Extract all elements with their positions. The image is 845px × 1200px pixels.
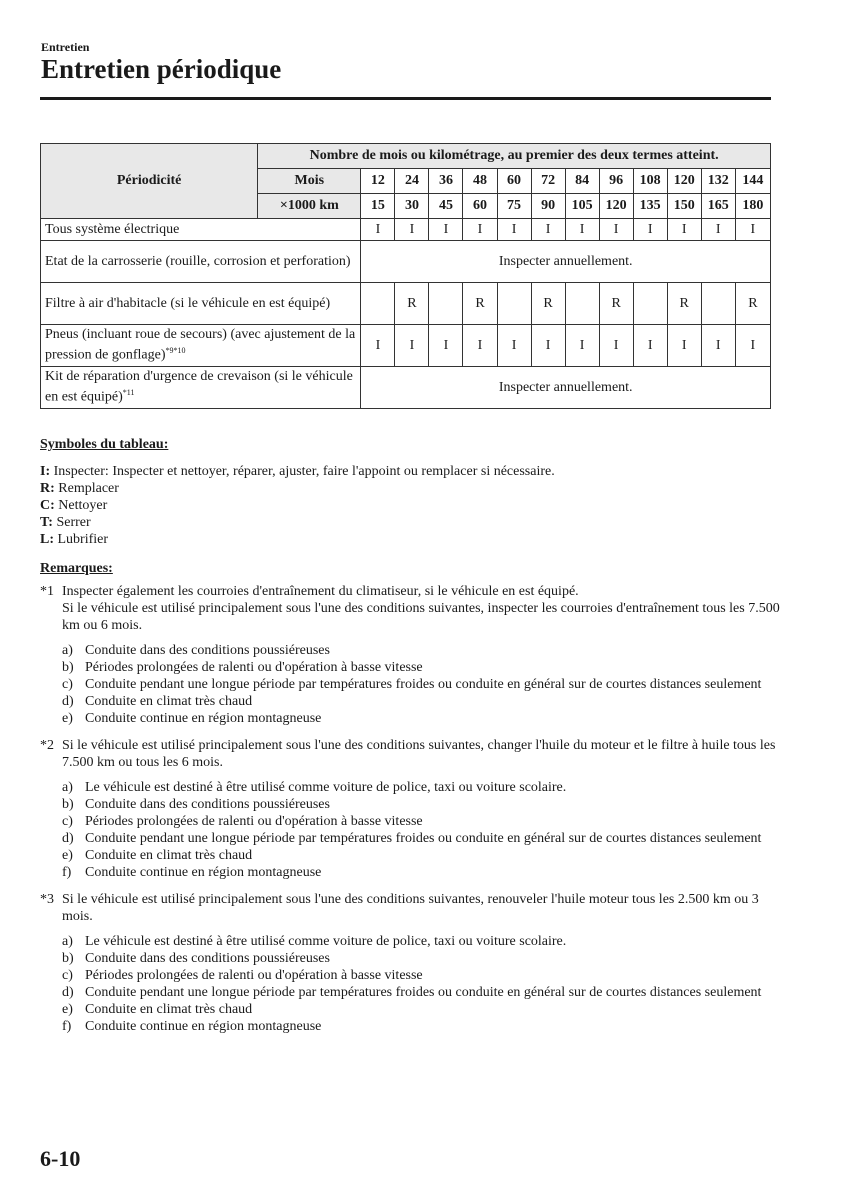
remark-subitem (62, 676, 780, 693)
remark-text: Inspecter également les courroies d'entraînement du climatiseur, si le véhicule en est équipé. (62, 584, 579, 599)
remark-subitem (62, 1001, 780, 1018)
item-footnote: *11 (122, 388, 135, 398)
value-cell: I (599, 219, 633, 241)
remark-line (40, 583, 780, 634)
mois-cell: 108 (633, 169, 667, 194)
remark-mark: *1 (40, 584, 54, 599)
subitem-text: Conduite pendant une longue période par températures froides ou conduite en général sur de courtes distances seulement (85, 831, 762, 846)
subitem-letter: a) (62, 643, 73, 658)
value-cell: I (633, 219, 667, 241)
remark-mark: *3 (40, 892, 54, 907)
symbol-key: R: (40, 481, 55, 496)
subitem-letter: d) (62, 985, 74, 1000)
value-cell: I (361, 219, 395, 241)
value-cell: I (633, 325, 667, 367)
value-cell: I (429, 219, 463, 241)
value-cell (361, 283, 395, 325)
subitem-text: Conduite pendant une longue période par températures froides ou conduite en général sur de courtes distances seulement (85, 677, 762, 692)
km-cell: 15 (361, 194, 395, 219)
value-cell: I (463, 219, 497, 241)
value-cell: I (701, 325, 735, 367)
item-cell (41, 241, 361, 283)
item-cell (41, 325, 361, 367)
remark-subitem (62, 967, 780, 984)
remark-subitem (62, 796, 780, 813)
remark-subitem (62, 1018, 780, 1035)
value-cell: I (395, 219, 429, 241)
value-cell: I (497, 325, 531, 367)
item-cell (41, 219, 361, 241)
value-cell: I (599, 325, 633, 367)
km-cell: 45 (429, 194, 463, 219)
remark-subitem (62, 642, 780, 659)
title-rule (40, 97, 771, 100)
subitem-letter: c) (62, 968, 73, 983)
item-label: Pneus (incluant roue de secours) (avec ajustement de la pression de gonflage) (45, 327, 356, 363)
mois-cell: 132 (701, 169, 735, 194)
subitem-letter: a) (62, 780, 73, 795)
value-cell: R (395, 283, 429, 325)
value-cell: I (531, 325, 565, 367)
km-cell: 165 (701, 194, 735, 219)
subitem-text: Conduite pendant une longue période par températures froides ou conduite en général sur de courtes distances seulement (85, 985, 762, 1000)
value-cell: I (565, 325, 599, 367)
mois-cell: 24 (395, 169, 429, 194)
value-cell: I (667, 325, 701, 367)
value-cell: I (565, 219, 599, 241)
subitem-text: Conduite en climat très chaud (85, 694, 253, 709)
subitem-text: Le véhicule est destiné à être utilisé comme voiture de police, taxi ou voiture scolaire. (85, 934, 567, 949)
km-cell: 90 (531, 194, 565, 219)
symbol-item (40, 531, 780, 548)
subitem-text: Conduite en climat très chaud (85, 848, 253, 863)
remark-subitem (62, 933, 780, 950)
item-label: Etat de la carrosserie (rouille, corrosion et perforation) (45, 253, 351, 269)
subitem-text: Conduite dans des conditions poussiéreuses (85, 797, 330, 812)
item-label: Tous système électrique (45, 221, 180, 237)
subitem-letter: f) (62, 865, 72, 880)
remarks-heading: Remarques: (40, 561, 113, 576)
table-row (41, 283, 771, 325)
item-footnote: *9*10 (165, 346, 186, 356)
table-row (41, 241, 771, 283)
remark-line (40, 737, 780, 771)
subitem-text: Conduite dans des conditions poussiéreuses (85, 643, 330, 658)
symbol-item (40, 514, 780, 531)
subitem-text: Conduite continue en région montagneuse (85, 1019, 322, 1034)
subitem-text: Périodes prolongées de ralenti ou d'opération à basse vitesse (85, 660, 423, 675)
symbol-key: L: (40, 532, 54, 547)
subitem-letter: e) (62, 711, 73, 726)
subitem-letter: b) (62, 660, 74, 675)
remarks-list (40, 583, 780, 1045)
subitem-text: Périodes prolongées de ralenti ou d'opération à basse vitesse (85, 968, 423, 983)
value-cell (565, 283, 599, 325)
remark-text-extra: Si le véhicule est utilisé principalement sous l'une des conditions suivantes, inspecter les courroies d'entraînement tous les 7.500 km ou 6 mois. (62, 601, 780, 633)
value-cell: I (429, 325, 463, 367)
remark-mark: *2 (40, 738, 54, 753)
item-label: Kit de réparation d'urgence de crevaison (si le véhicule en est équipé) (45, 369, 353, 405)
maintenance-table (40, 143, 771, 409)
table-row (41, 219, 771, 241)
remark-subitem (62, 984, 780, 1001)
symbol-text: Remplacer (54, 481, 119, 496)
value-cell: I (701, 219, 735, 241)
mois-cell: 144 (735, 169, 770, 194)
subitem-text: Conduite dans des conditions poussiéreuses (85, 951, 330, 966)
km-cell: 180 (735, 194, 770, 219)
subitem-letter: c) (62, 814, 73, 829)
mois-cell: 120 (667, 169, 701, 194)
subitem-text: Périodes prolongées de ralenti ou d'opération à basse vitesse (85, 814, 423, 829)
remarks-section (40, 560, 780, 1045)
remark-text: Si le véhicule est utilisé principalement sous l'une des conditions suivantes, renouveler l'huile moteur tous les 2.500 km ou 3 mois. (62, 892, 759, 924)
value-cell: R (667, 283, 701, 325)
table-row (41, 325, 771, 367)
remark-subitem (62, 710, 780, 727)
value-cell: I (463, 325, 497, 367)
remark-subitem (62, 693, 780, 710)
symbol-item (40, 480, 780, 497)
km-cell: 60 (463, 194, 497, 219)
page-title: Entretien périodique (41, 54, 282, 84)
remark-note (40, 583, 780, 737)
remark-subitem (62, 659, 780, 676)
km-label: ×1000 km (258, 194, 361, 219)
value-cell (701, 283, 735, 325)
mois-cell: 72 (531, 169, 565, 194)
item-cell (41, 367, 361, 409)
value-cell: I (667, 219, 701, 241)
subitem-letter: c) (62, 677, 73, 692)
km-cell: 135 (633, 194, 667, 219)
km-cell: 105 (565, 194, 599, 219)
symbol-key: C: (40, 498, 55, 513)
value-cell: I (361, 325, 395, 367)
mois-cell: 12 (361, 169, 395, 194)
symbol-item (40, 497, 780, 514)
subitem-letter: b) (62, 797, 74, 812)
mois-cell: 36 (429, 169, 463, 194)
symbols-heading: Symboles du tableau: (40, 437, 169, 452)
mois-label: Mois (258, 169, 361, 194)
subitem-letter: f) (62, 1019, 72, 1034)
symbols-section (40, 436, 780, 548)
symbol-text: Nettoyer (54, 498, 108, 513)
span-cell: Inspecter annuellement. (361, 241, 771, 283)
subitem-text: Le véhicule est destiné à être utilisé comme voiture de police, taxi ou voiture scolaire. (85, 780, 567, 795)
subitem-letter: e) (62, 1002, 73, 1017)
symbol-text: Serrer (52, 515, 91, 530)
value-cell: R (599, 283, 633, 325)
km-cell: 30 (395, 194, 429, 219)
value-cell: R (735, 283, 770, 325)
value-cell: I (735, 219, 770, 241)
mois-cell: 84 (565, 169, 599, 194)
symbol-text: Lubrifier (54, 532, 109, 547)
remark-subitem (62, 813, 780, 830)
periodicite-header: Périodicité (41, 144, 258, 219)
value-cell: I (531, 219, 565, 241)
symbol-key: I: (40, 464, 51, 479)
value-cell: I (395, 325, 429, 367)
remark-body (62, 583, 780, 634)
remark-subitem (62, 830, 780, 847)
table-row (41, 367, 771, 409)
symbol-item (40, 463, 780, 480)
km-cell: 150 (667, 194, 701, 219)
subitem-text: Conduite continue en région montagneuse (85, 711, 322, 726)
remark-text: Si le véhicule est utilisé principalement sous l'une des conditions suivantes, changer l'huile du moteur et le filtre à huile tous les 7.500 km ou tous les 6 mois. (62, 738, 776, 770)
value-cell: R (463, 283, 497, 325)
remark-note (40, 891, 780, 1045)
page-number: 6-10 (40, 1146, 81, 1171)
value-cell (497, 283, 531, 325)
symbol-text: Inspecter: Inspecter et nettoyer, réparer, ajuster, faire l'appoint ou remplacer si nécessaire. (50, 464, 555, 479)
remark-subitem (62, 779, 780, 796)
mois-cell: 60 (497, 169, 531, 194)
subitem-letter: a) (62, 934, 73, 949)
item-label: Filtre à air d'habitacle (si le véhicule en est équipé) (45, 295, 331, 311)
section-label: Entretien (41, 40, 90, 54)
value-cell: R (531, 283, 565, 325)
item-cell (41, 283, 361, 325)
km-cell: 75 (497, 194, 531, 219)
symbols-list (40, 463, 780, 548)
remark-subitem (62, 950, 780, 967)
subitem-letter: b) (62, 951, 74, 966)
span-cell: Inspecter annuellement. (361, 367, 771, 409)
subitem-letter: d) (62, 831, 74, 846)
mois-cell: 96 (599, 169, 633, 194)
mois-cell: 48 (463, 169, 497, 194)
km-cell: 120 (599, 194, 633, 219)
value-cell: I (497, 219, 531, 241)
subitem-text: Conduite en climat très chaud (85, 1002, 253, 1017)
remark-body (62, 737, 780, 771)
remark-line (40, 891, 780, 925)
interval-header: Nombre de mois ou kilométrage, au premier des deux termes atteint. (258, 144, 771, 169)
remark-body (62, 891, 780, 925)
subitem-letter: e) (62, 848, 73, 863)
subitem-letter: d) (62, 694, 74, 709)
value-cell (429, 283, 463, 325)
remark-subitem (62, 847, 780, 864)
value-cell (633, 283, 667, 325)
symbol-key: T: (40, 515, 53, 530)
subitem-text: Conduite continue en région montagneuse (85, 865, 322, 880)
remark-note (40, 737, 780, 891)
remark-subitem (62, 864, 780, 881)
value-cell: I (735, 325, 770, 367)
